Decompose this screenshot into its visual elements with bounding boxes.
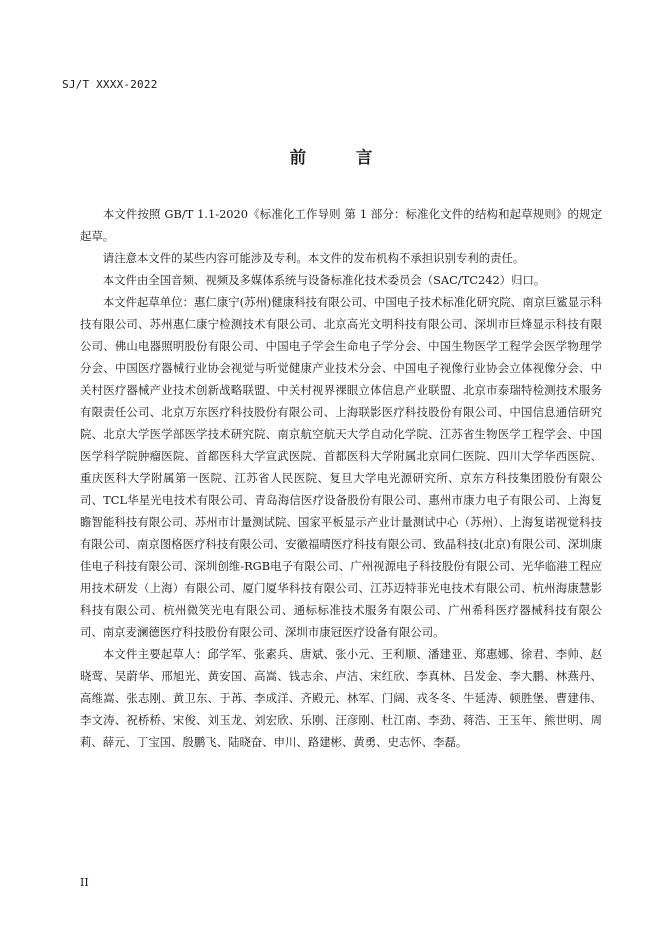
paragraph-drafters: 本文件主要起草人：邱学军、张素兵、唐斌、张小元、王利顺、潘建亚、郑惠娜、徐君、李帅、赵晓莺、吴蔚华、邢旭光、黄安国、高嵩、钱志余、卢洁、宋红欣、李真林、吕发金、李大鹏、林燕丹、高维嵩、张志刚、黄卫东、于苒、李成洋、齐殿元、林军、门阔、戎冬冬、牛延涛、顿胜堡、曹建伟、李文涛、祝桥桥、宋俊、刘玉龙、刘宏欣、乐刚、汪彦刚、杜江南、李劲、蒋浩、王玉年、熊世明、周莉、薛元、丁宝国、殷鹏飞、陆晓奋、申川、路建彬、黄勇、史志怀、李磊。 bbox=[80, 647, 602, 749]
paragraph-committee: 本文件由全国音频、视频及多媒体系统与设备标准化技术委员会（SAC/TC242）归口。 bbox=[102, 273, 546, 287]
paragraph-patent-notice: 请注意本文件的某些内容可能涉及专利。本文件的发布机构不承担识别专利的责任。 bbox=[102, 251, 525, 265]
paragraph-standard-basis: 本文件按照 GB/T 1.1-2020《标准化工作导则 第 1 部分：标准化文件的结构和起草规则》的规定起草。 bbox=[80, 207, 602, 243]
page-number: II bbox=[80, 876, 89, 889]
paragraph-drafting-units: 本文件起草单位：惠仁康宁(苏州)健康科技有限公司、中国电子技术标准化研究院、南京巨鲨显示科技有限公司、苏州惠仁康宁检测技术有限公司、北京高光文明科技有限公司、深圳市巨烽显示科技有限公司、佛山电器照明股份有限公司、中国电子学会生命电子学分会、中国生物医学工程学会医学物理学分会、中国医疗器械行业协会视觉与听觉健康产业技术分会、中国电子视像行业协会立体视像分会、中关村医疗器械产业技术创新战略联盟、中关村视界裸眼立体信息产业联盟、北京市泰瑞特检测技术服务有限责任公司、北京万东医疗科技股份有限公司、上海联影医疗科技股份有限公司、中国信息通信研究院、北京大学医学部医学技术研究院、南京航空航天大学自动化学院、江苏省生物医学工程学会、中国医学科学院肿瘤医院、首都医科大学宣武医院、首都医科大学附属北京同仁医院、四川大学华西医院、重庆医科大学附属第一医院、江苏省人民医院、复旦大学电光源研究所、京东方科技集团股份有限公司、TCL华星光电技术有限公司、青岛海信医疗设备股份有限公司、惠州市康力电子有限公司、上海复瞻智能科技有限公司、苏州市计量测试院、国家平板显示产业计量测试中心（苏州）、上海复诺视觉科技有限公司、南京图格医疗科技有限公司、安徽福晴医疗科技有限公司、致晶科技(北京)有限公司、深圳康佳电子科技有限公司、深圳创维-RGB电子有限公司、广州视源电子科技股份有限公司、光华临港工程应用技术研发（上海）有限公司、厦门厦华科技有限公司、江苏迈特菲光电技术有限公司、杭州海康慧影科技有限公司、杭州微笑光电有限公司、通标标准技术服务有限公司、广州希科医疗器械科技有限公司、南京麦澜德医疗科技股份有限公司、深圳市康冠医疗设备有限公司。 bbox=[80, 295, 602, 639]
page-title: 前 言 bbox=[289, 148, 395, 167]
foreword-body bbox=[80, 203, 602, 753]
document-code: SJ/T XXXX-2022 bbox=[62, 78, 158, 91]
